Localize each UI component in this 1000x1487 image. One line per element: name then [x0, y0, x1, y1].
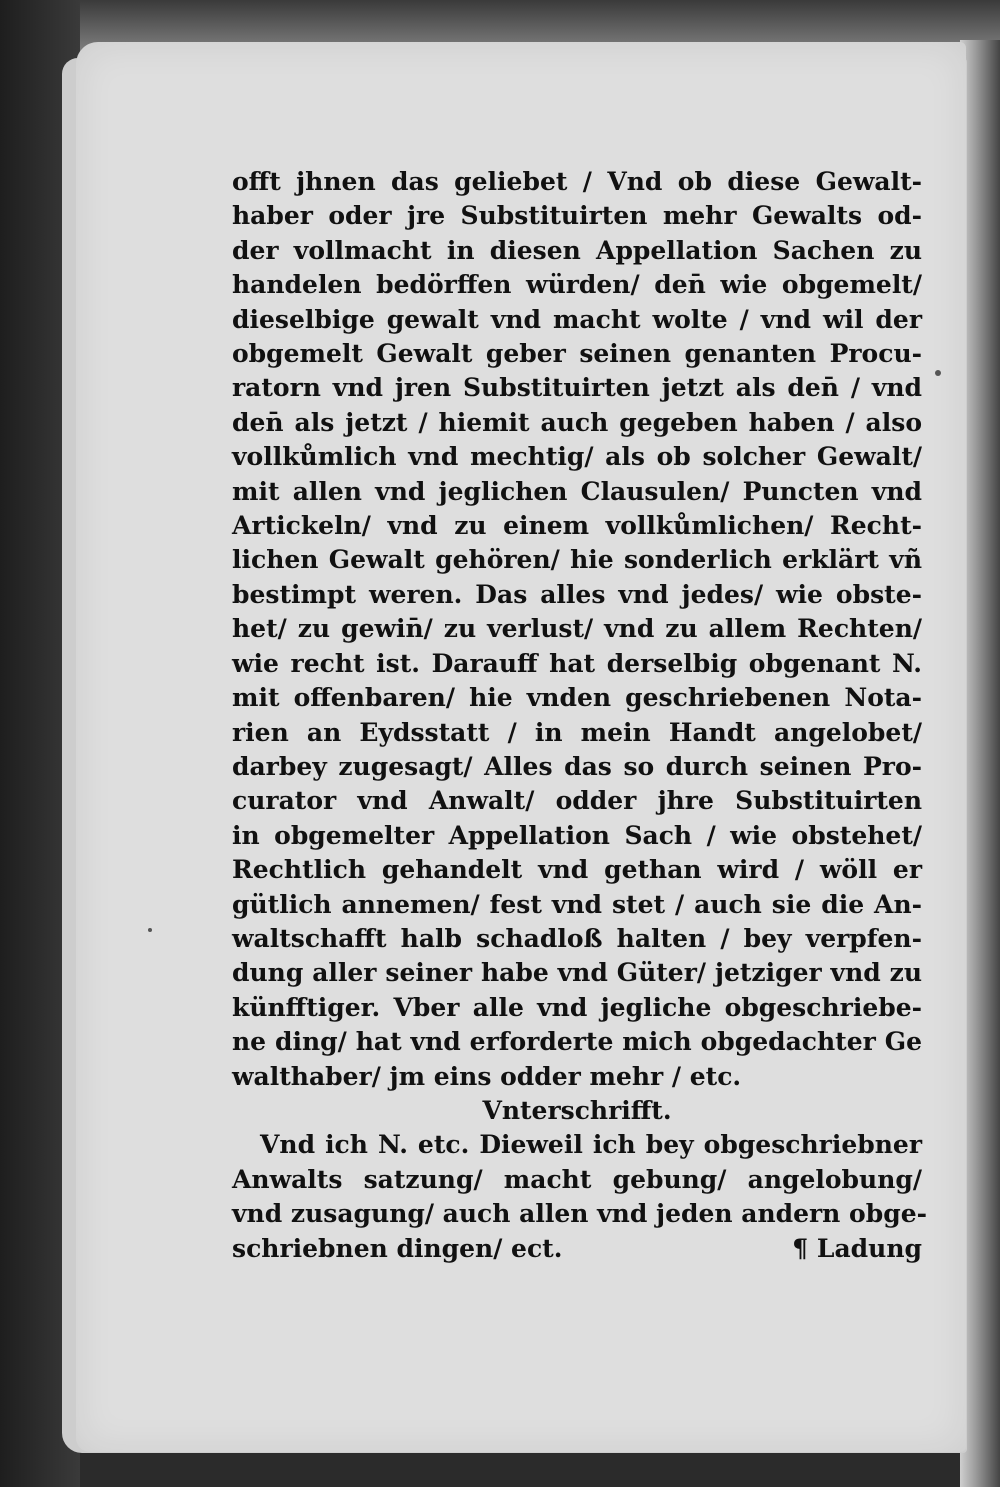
text-line: mit allen vnd jeglichen Clausulen/ Puncten vnd — [232, 476, 922, 506]
text-line: vnd zusagung/ auch allen vnd jeden andern obge- — [232, 1199, 927, 1229]
text-line: walthaber/ jm eins odder mehr / etc. — [232, 1061, 742, 1091]
text-line: der vollmacht in diesen Appellation Sachen zu — [232, 235, 922, 265]
text-line: het/ zu gewin̄/ zu verlust/ vnd zu allem Rechten/ — [232, 614, 922, 644]
final-row — [232, 1232, 922, 1266]
text-line: mit offenbaren/ hie vnden geschriebenen Nota- — [232, 683, 922, 713]
text-line: bestimpt weren. Das alles vnd jedes/ wie obste- — [232, 579, 922, 609]
text-line: offt jhnen das geliebet / Vnd ob diese Gewalt- — [232, 167, 922, 196]
text-line: ne ding/ hat vnd erforderte mich obgedachter Ge — [232, 1027, 922, 1057]
text-line: den̄ als jetzt / hiemit auch gegeben haben / also — [232, 407, 922, 437]
text-line: waltschafft halb schadloß halten / bey verpfen- — [232, 923, 922, 953]
paper-speck — [148, 928, 152, 932]
text-line: lichen Gewalt gehören/ hie sonderlich erklärt vñ — [232, 545, 922, 575]
text-line: handelen bedörffen würden/ den̄ wie obgemelt/ — [232, 270, 922, 300]
text-line: darbey zugesagt/ Alles das so durch seinen Pro- — [232, 751, 922, 781]
text-line: Vnd ich N. etc. Dieweil ich bey obgeschriebner — [260, 1130, 922, 1160]
text-line: wie recht ist. Darauff hat derselbig obgenant N. — [232, 648, 922, 678]
body-text — [232, 165, 927, 1266]
catchword: ¶ Ladung — [792, 1233, 922, 1263]
text-line: vollkůmlich vnd mechtig/ als ob solcher Gewalt/ — [232, 442, 922, 472]
text-line: Artickeln/ vnd zu einem vollkůmlichen/ Recht- — [232, 511, 922, 541]
section-heading: Vnterschrifft. — [482, 1095, 672, 1125]
text-line: haber oder jre Substituirten mehr Gewalts od- — [232, 201, 922, 231]
text-line: in obgemelter Appellation Sach / wie obstehet/ — [232, 820, 922, 850]
text-line: curator vnd Anwalt/ odder jhre Substituirten — [232, 786, 922, 816]
text-line: dung aller seiner habe vnd Güter/ jetziger vnd zu — [232, 958, 922, 988]
text-line: Rechtlich gehandelt vnd gethan wird / wöll er — [232, 855, 922, 885]
text-line: obgemelt Gewalt geber seinen genanten Procu- — [232, 339, 922, 369]
paper-speck — [935, 370, 941, 376]
text-line: dieselbige gewalt vnd macht wolte / vnd wil der — [232, 304, 922, 334]
text-line: rien an Eydsstatt / in mein Handt angelobet/ — [232, 717, 922, 747]
text-line: gütlich annemen/ fest vnd stet / auch sie die An- — [232, 889, 922, 919]
text-line: ratorn vnd jren Substituirten jetzt als den̄ / vnd — [232, 373, 922, 403]
text-line: künfftiger. Vber alle vnd jegliche obgeschriebe- — [232, 992, 922, 1022]
text-line: schriebnen dingen/ ect. — [232, 1233, 563, 1263]
text-line: Anwalts satzung/ macht gebung/ angelobung/ — [232, 1164, 922, 1194]
